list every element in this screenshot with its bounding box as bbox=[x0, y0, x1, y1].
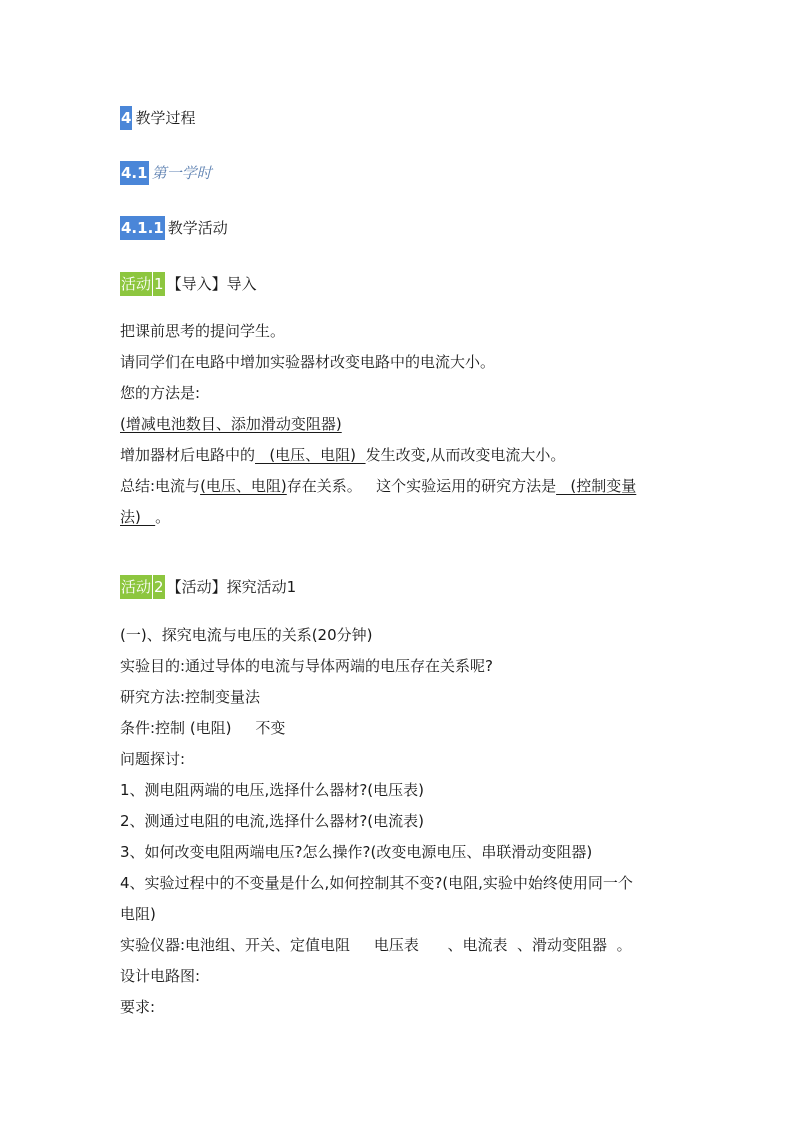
activity-2-body bbox=[120, 620, 680, 1023]
section-number: 4 bbox=[120, 106, 132, 130]
activity-number: 2 bbox=[153, 575, 165, 599]
answer-underlined: (增减电池数目、添加滑动变阻器) bbox=[120, 415, 342, 433]
subsubsection-heading-4-1-1 bbox=[120, 216, 228, 240]
subsection-heading-4-1 bbox=[120, 161, 212, 185]
text-fragment: 发生改变,从而改变电流大小。 bbox=[365, 446, 566, 464]
paragraph-line: 设计电路图: bbox=[120, 967, 201, 985]
paragraph-line bbox=[120, 409, 680, 440]
paragraph-line: (一)、探究电流与电压的关系(20分钟) bbox=[120, 626, 373, 644]
activity-title: 【活动】探究活动1 bbox=[166, 578, 297, 596]
paragraph-line: 实验仪器:电池组、开关、定值电阻 电压表 、电流表 、滑动变阻器 。 bbox=[120, 936, 632, 954]
paragraph-line: 研究方法:控制变量法 bbox=[120, 688, 261, 706]
text-fragment: 存在关系。 这个实验运用的研究方法是 bbox=[286, 477, 557, 495]
activity-tag: 活动 bbox=[120, 272, 152, 296]
subsubsection-number: 4.1.1 bbox=[120, 216, 165, 240]
answer-underlined: (控制变量 bbox=[556, 477, 637, 495]
answer-underlined: (电压、电阻) bbox=[200, 477, 287, 495]
paragraph-line: 电阻) bbox=[120, 905, 156, 923]
paragraph-line bbox=[120, 502, 680, 533]
text-fragment: 增加器材后电路中的 bbox=[120, 446, 256, 464]
activity-1-heading bbox=[120, 272, 257, 296]
paragraph-line: 1、测电阻两端的电压,选择什么器材?(电压表) bbox=[120, 781, 424, 799]
paragraph-line: 4、实验过程中的不变量是什么,如何控制其不变?(电阻,实验中始终使用同一个 bbox=[120, 874, 633, 892]
text-fragment: 。 bbox=[155, 508, 171, 526]
paragraph-line: 实验目的:通过导体的电流与导体两端的电压存在关系呢? bbox=[120, 657, 494, 675]
activity-tag: 活动 bbox=[120, 575, 152, 599]
paragraph-line: 条件:控制 (电阻) 不变 bbox=[120, 719, 286, 737]
subsection-number: 4.1 bbox=[120, 161, 149, 185]
activity-1-body bbox=[120, 316, 680, 533]
paragraph-line: 2、测通过电阻的电流,选择什么器材?(电流表) bbox=[120, 812, 424, 830]
activity-number: 1 bbox=[153, 272, 165, 296]
paragraph-line: 问题探讨: bbox=[120, 750, 186, 768]
paragraph-line bbox=[120, 471, 680, 502]
section-heading-4 bbox=[120, 106, 195, 130]
section-title: 教学过程 bbox=[135, 109, 196, 127]
activity-title: 【导入】导入 bbox=[166, 275, 257, 293]
subsubsection-title: 教学活动 bbox=[167, 219, 228, 237]
paragraph-line: 请同学们在电路中增加实验器材改变电路中的电流大小。 bbox=[120, 353, 496, 371]
paragraph-line: 您的方法是: bbox=[120, 384, 201, 402]
subsection-title: 第一学时 bbox=[151, 164, 212, 182]
paragraph-line: 3、如何改变电阻两端电压?怎么操作?(改变电源电压、串联滑动变阻器) bbox=[120, 843, 593, 861]
answer-underlined: (电压、电阻) bbox=[255, 446, 366, 464]
paragraph-line bbox=[120, 440, 680, 471]
answer-underlined: 法) bbox=[120, 508, 156, 526]
paragraph-line: 把课前思考的提问学生。 bbox=[120, 322, 286, 340]
text-fragment: 总结:电流与 bbox=[120, 477, 201, 495]
activity-2-heading bbox=[120, 575, 296, 599]
paragraph-line: 要求: bbox=[120, 998, 156, 1016]
